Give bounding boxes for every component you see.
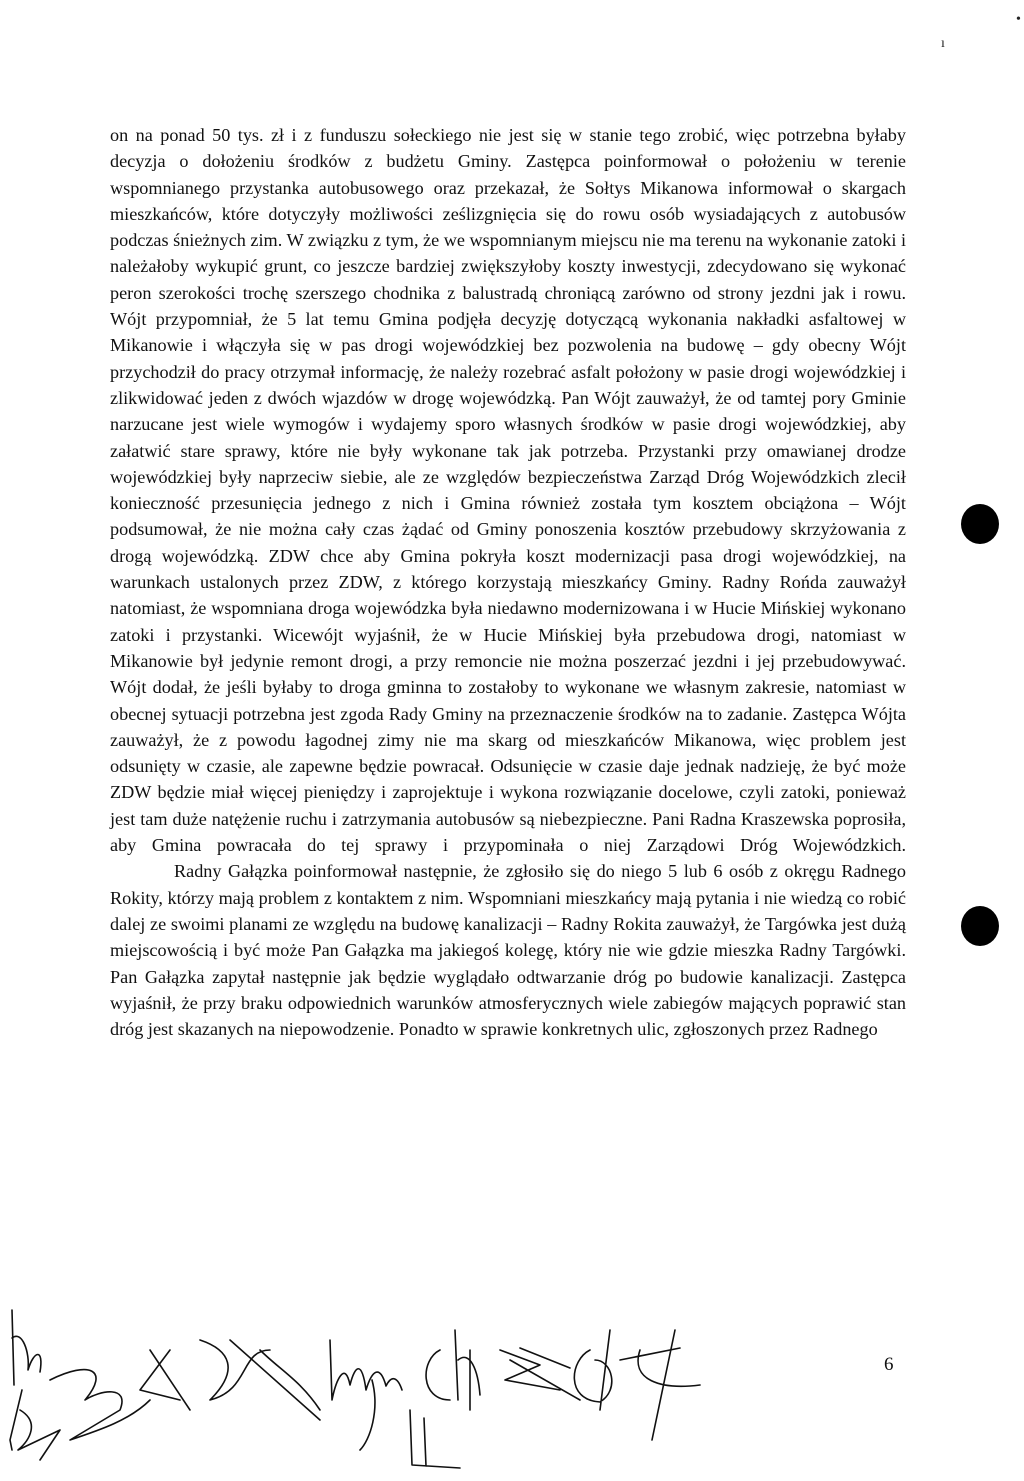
paragraph: Radny Gałązka poinformował następnie, że zgłosiło się do niego 5 lub 6 osób z okręgu Radnego Rokity, którzy mają problem z kontaktem z nim. Wspomniani mieszkańcy mają pytania i nie wiedzą co robić dalej ze swoimi planami ze względu na budowę kanalizacji – Radny Rokita zauważył, że Targówka jest dużą miejscowością i być może Pan Gałązka ma jakiegoś kolegę, który nie wie gdzie mieszka Radny Targówki. Pan Gałązka zapytał następnie jak będzie wyglądało odtwarzanie dróg po budowie kanalizacji. Zastępca wyjaśnił, że przy braku odpowiednich warunków atmosferycznych wiele zabiegów mających poprawić stan dróg jest skazanych na niepowodzenie. Ponadto w sprawie konkretnych ulic, zgłoszonych przez Radnego: [110, 861, 906, 1040]
scan-mark: •: [1016, 12, 1021, 27]
handwritten-signatures: [0, 1290, 1024, 1476]
scan-mark: ı: [941, 36, 945, 51]
paragraph: on na ponad 50 tys. zł i z funduszu sołeckiego nie jest się w stanie tego zrobić, więc potrzebna byłaby decyzja o dołożeniu środków z budżetu Gminy. Zastępca poinformował o położeniu w terenie wspomnianego przystanka autobusowego oraz przekazał, że Sołtys Mikanowa informował o skargach mieszkańców, które dotyczyły możliwości ześlizgnięcia się do rowu osób wysiadających z autobusów podczas śnieżnych zim. W związku z tym, że we wspomnianym miejscu nie ma terenu na wykonanie zatoki i należałoby wykupić grunt, co jeszcze bardziej zwiększyłoby koszty inwestycji, zdecydowano się wykonać peron szerokości trochę szerszego chodnika z balustradą chroniącą zarówno od strony jezdni jak i rowu. Wójt przypomniał, że 5 lat temu Gmina podjęła decyzję dotyczącą wykonania nakładki asfaltowej w Mikanowie i włączyła się w pas drogi wojewódzkiej bez pozwolenia na budowę – gdy obecny Wójt przychodził do pracy otrzymał informację, że należy rozebrać asfalt położony w pasie drogi wojewódzkiej i zlikwidować jeden z dwóch wjazdów w drogę wojewódzką. Pan Wójt zauważył, że od tamtej pory Gminie narzucane jest wiele wymogów i wydajemy sporo własnych środków w pasie drogi wojewódzkiej, aby załatwić stare sprawy, które nie były wykonane tak jak potrzeba. Przystanki przy omawianej drodze wojewódzkiej były naprzeciw siebie, ale ze względów bezpieczeństwa Zarząd Dróg Wojewódzkich zlecił konieczność przesunięcia jednego z nich i Gmina również została tym kosztem obciążona – Wójt podsumował, że nie można cały czas żądać od Gminy ponoszenia kosztów przebudowy skrzyżowania z drogą wojewódzką. ZDW chce aby Gmina pokryła koszt modernizacji pasa drogi wojewódzkiej, na warunkach ustalonych przez ZDW, z którego korzystają mieszkańcy Gminy. Radny Rońda zauważył natomiast, że wspomniana droga wojewódzka była niedawno modernizowana i w Hucie Mińskiej wykonano zatoki i przystanki. Wicewójt wyjaśnił, że w Hucie Mińskiej była przebudowa drogi, natomiast w Mikanowie był jedynie remont drogi, a przy remoncie nie można poszerzać jezdni i jej przebudowywać. Wójt dodał, że jeśli byłaby to droga gminna to zostałoby to wykonane we własnym zakresie, natomiast w obecnej sytuacji potrzebna jest zgoda Rady Gminy na przeznaczenie środków na to zadanie. Zastępca Wójta zauważył, że z powodu łagodnej zimy nie ma skarg od mieszkańców Mikanowa, więc problem jest odsunięty w czasie, ale zapewne będzie powracał. Odsunięcie w czasie daje jednak nadzieję, że być może ZDW będzie miał więcej pieniędzy i zaprojektuje i wykona rozwiązanie docelowe, czyli zatoki, ponieważ jest tam duże natężenie ruchu i zatrzymania autobusów są niebezpieczne. Pani Radna Kraszewska poprosiła, aby Gmina powracała do tej sprawy i przypominała o niej Zarządowi Dróg Wojewódzkich.: [110, 125, 906, 856]
binder-hole: [961, 504, 999, 544]
body-text: [110, 122, 906, 1042]
binder-hole: [961, 906, 999, 946]
page-number: 6: [884, 1354, 894, 1375]
signatures: [0, 1290, 1024, 1476]
